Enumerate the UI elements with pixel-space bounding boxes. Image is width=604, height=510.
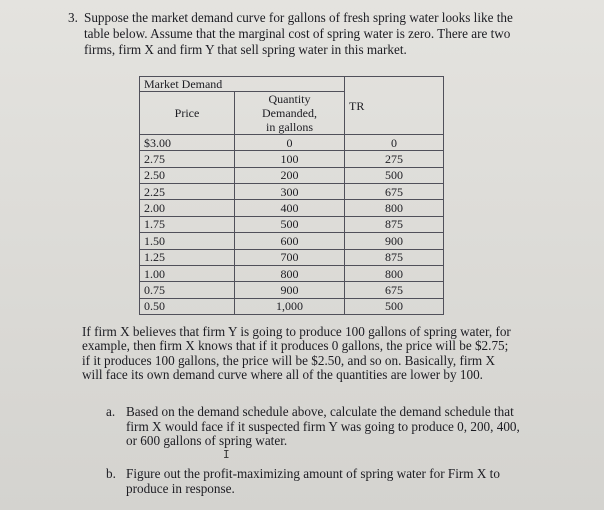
- quantity-cell: 200: [235, 167, 345, 183]
- paragraph-line: If firm X believes that firm Y is going to produce 100 gallons of spring water, for: [82, 324, 511, 339]
- tr-cell: 500: [345, 167, 444, 183]
- question-line: Suppose the market demand curve for gallons of fresh spring water looks like the: [84, 10, 513, 25]
- question-line: table below. Assume that the marginal cost of spring water is zero. There are two: [84, 26, 511, 41]
- price-cell: 0.75: [140, 282, 235, 298]
- quantity-cell: 300: [235, 184, 345, 200]
- paragraph-line: example, then firm X knows that if it produces 0 gallons, the price will be $2.75;: [82, 338, 509, 354]
- subquestion-line: or 600 gallons of spring water.: [126, 433, 288, 449]
- subquestion-text: [126, 405, 520, 449]
- table-row: [140, 249, 444, 265]
- price-cell: 2.50: [140, 167, 235, 183]
- subquestion-line: Based on the demand schedule above, calculate the demand schedule that: [126, 404, 514, 419]
- tr-cell: 800: [345, 265, 444, 281]
- table-row: [140, 135, 444, 151]
- text-cursor-icon: I: [223, 448, 230, 461]
- table-row: [140, 151, 444, 167]
- table-caption: Market Demand: [140, 77, 345, 92]
- table-row: [140, 200, 444, 216]
- market-demand-table: [139, 76, 444, 315]
- tr-header: TR: [345, 77, 444, 135]
- price-header: Price: [140, 92, 235, 135]
- quantity-header-line: Quantity: [268, 92, 311, 106]
- table-row: [140, 167, 444, 183]
- quantity-cell: 0: [235, 135, 345, 151]
- price-cell: 1.75: [140, 216, 235, 232]
- table-row: [140, 282, 444, 298]
- quantity-cell: 100: [235, 151, 345, 167]
- tr-cell: 875: [345, 249, 444, 265]
- quantity-cell: 600: [235, 233, 345, 249]
- price-cell: 2.00: [140, 200, 235, 216]
- tr-cell: 500: [345, 298, 444, 314]
- table-row: [140, 184, 444, 200]
- paragraph-line: if it produces 100 gallons, the price will be $2.50, and so on. Basically, firm X: [82, 352, 496, 368]
- table-row: [140, 233, 444, 249]
- tr-cell: 675: [345, 282, 444, 298]
- tr-cell: 675: [345, 184, 444, 200]
- subquestion-text: [126, 467, 500, 496]
- tr-cell: 0: [345, 135, 444, 151]
- price-cell: $3.00: [140, 135, 235, 151]
- table-row: [140, 216, 444, 232]
- subquestion-label: b.: [106, 466, 116, 481]
- quantity-cell: 800: [235, 265, 345, 281]
- question-text: [84, 10, 584, 58]
- explanation-paragraph: [82, 325, 592, 383]
- quantity-header-line: Demanded,: [262, 106, 317, 120]
- table-row: [140, 265, 444, 281]
- quantity-header-line: in gallons: [266, 120, 313, 134]
- subquestion-line: firm X would face if it suspected firm Y was going to produce 0, 200, 400,: [126, 418, 520, 434]
- subquestion-line: produce in response.: [126, 480, 235, 496]
- quantity-cell: 1,000: [235, 298, 345, 314]
- price-cell: 1.00: [140, 265, 235, 281]
- price-cell: 0.50: [140, 298, 235, 314]
- quantity-cell: 400: [235, 200, 345, 216]
- question-line: firms, firm X and firm Y that sell spring water in this market.: [84, 42, 407, 57]
- question-number: 3.: [68, 10, 78, 25]
- subquestion-line: Figure out the profit-maximizing amount of spring water for Firm X to: [126, 466, 500, 481]
- subquestion-label: a.: [106, 404, 116, 419]
- paragraph-line: will face its own demand curve where all of the quantities are lower by 100.: [82, 367, 483, 383]
- quantity-cell: 500: [235, 216, 345, 232]
- price-cell: 2.75: [140, 151, 235, 167]
- tr-cell: 875: [345, 216, 444, 232]
- quantity-cell: 900: [235, 282, 345, 298]
- price-cell: 1.50: [140, 233, 235, 249]
- price-cell: 1.25: [140, 249, 235, 265]
- tr-cell: 900: [345, 233, 444, 249]
- quantity-cell: 700: [235, 249, 345, 265]
- tr-cell: 275: [345, 151, 444, 167]
- tr-cell: 800: [345, 200, 444, 216]
- table-row: [140, 298, 444, 314]
- quantity-header: [235, 92, 345, 135]
- price-cell: 2.25: [140, 184, 235, 200]
